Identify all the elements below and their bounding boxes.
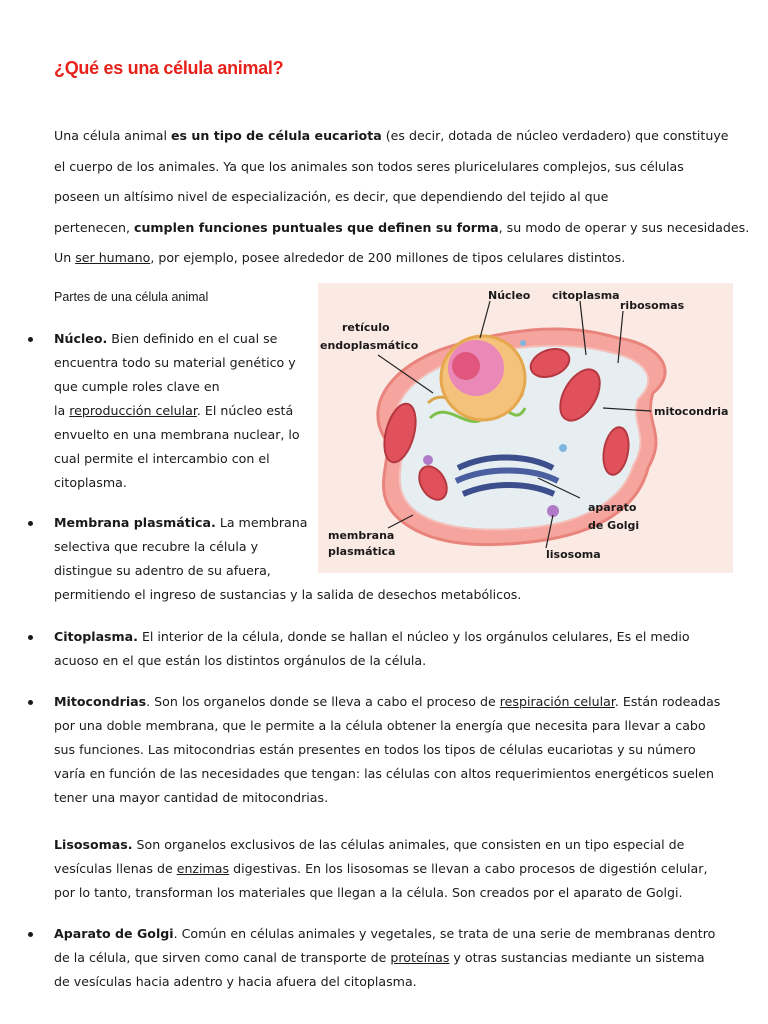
bullet-icon [28, 700, 33, 705]
bullet-icon [28, 521, 33, 526]
label-aparato: aparato [588, 501, 637, 514]
intro-line: poseen un altísimo nivel de especialización, es decir, que dependiendo del tejido al que [54, 189, 609, 204]
list-item-citoplasma: Citoplasma. El interior de la célula, donde se hallan el núcleo y los orgánulos celulares, Es el medio acuoso en el que están los distintos orgánulos de la célula. [54, 625, 734, 673]
label-nucleo: Núcleo [488, 289, 531, 302]
label-ribosomas: ribosomas [620, 299, 685, 312]
list-item-lisosomas: Lisosomas. Son organelos exclusivos de las células animales, que consisten en un tipo especial de vesículas llenas de enzimas digestivas. En los lisosomas se llevan a cabo procesos de digestión celular, por lo tanto, transforman los materiales que llegan a la célula. Son creados por el aparato de Golgi. [54, 837, 708, 900]
label-lisosoma: lisosoma [546, 548, 601, 561]
label-citoplasma: citoplasma [552, 289, 620, 302]
intro-paragraph [54, 121, 750, 274]
label-mitocondria: mitocondria [654, 405, 729, 418]
bullet-icon [28, 337, 33, 342]
label-plasmatica: plasmática [328, 545, 396, 558]
list-item-nucleo: Núcleo. Bien definido en el cual se encuentra todo su material genético y que cumple roles clave en la reproducción celular. El núcleo está envuelto en una membrana nuclear, lo cual permite el intercambio con el citoplasma. [54, 327, 304, 495]
link-respiracion-celular[interactable]: respiración celular [499, 694, 615, 709]
intro-line: pertenecen, cumplen funciones puntuales que definen su forma, su modo de operar y sus necesidades. [54, 219, 750, 235]
bullet-icon [28, 635, 33, 640]
intro-line: Un ser humano, por ejemplo, posee alrededor de 200 millones de tipos celulares distintos. [54, 250, 626, 265]
label-membrana: membrana [328, 529, 395, 542]
list-item-mitocondrias: Mitocondrias. Son los organelos donde se lleva a cabo el proceso de respiración celular. Están rodeadas por una doble membrana, que le permite a la célula obtener la energía que necesita para llevar a cabo sus funciones. Las mitocondrias están presentes en todos los tipos de células eucariotas y su número varía en función de las necesidades que tengan: las células con altos requerimientos energéticos suelen tener una mayor cantidad de mitocondrias. [54, 690, 734, 810]
list-item-golgi: Aparato de Golgi. Común en células animales y vegetales, se trata de una serie de membranas dentro de la célula, que sirven como canal de transporte de proteínas y otras sustancias mediante un sistema de vesículas hacia adentro y hacia afuera del citoplasma. [54, 922, 734, 994]
link-enzimas[interactable]: enzimas [176, 861, 230, 876]
bullet-icon [28, 932, 33, 937]
label-reticulo: retículo [342, 321, 390, 334]
link-ser-humano[interactable]: ser humano [75, 250, 151, 265]
page-title: ¿Qué es una célula animal? [54, 58, 284, 78]
link-reproduccion-celular[interactable]: reproducción celular [69, 403, 197, 418]
intro-line: Una célula animal es un tipo de célula eucariota (es decir, dotada de núcleo verdadero) que constituye [54, 128, 729, 143]
link-proteinas[interactable]: proteínas [390, 950, 450, 965]
intro-line: el cuerpo de los animales. Ya que los animales son todos seres pluricelulares complejos, sus células [54, 158, 684, 174]
label-reticulo-2: endoplasmático [320, 339, 419, 352]
section-subtitle: Partes de una célula animal [54, 290, 209, 304]
list-item-membrana: Membrana plasmática. La membrana selectiva que recubre la célula y distingue su adentro de su afuera, permitiendo el ingreso de sustancias y la salida de desechos metabólicos. [54, 511, 534, 607]
label-golgi: de Golgi [588, 519, 640, 532]
